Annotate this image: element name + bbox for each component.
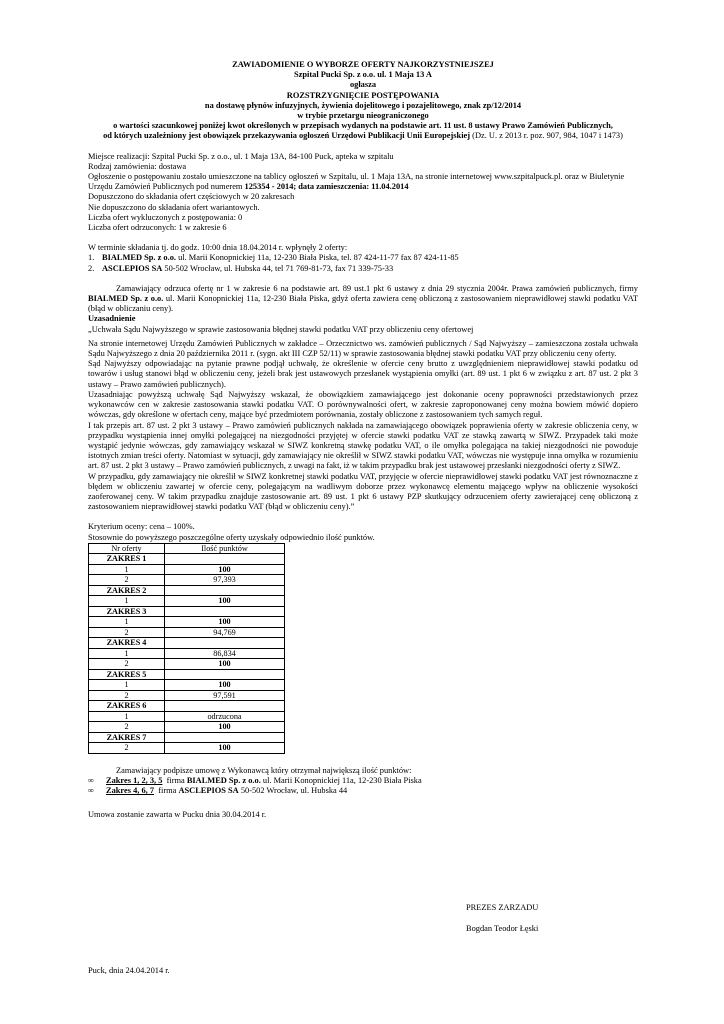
offer-item: [88, 264, 638, 274]
award-scope: Zakres 4, 6, 7: [106, 786, 155, 796]
award-firm-prefix: firma: [154, 786, 179, 796]
notice-line: [88, 172, 638, 192]
points-cell: odrzucona: [165, 711, 285, 722]
section-label-cell: ZAKRES 7: [89, 732, 165, 743]
table-row: [89, 596, 285, 607]
table-section-row: [89, 638, 285, 649]
table-row: [89, 648, 285, 659]
justification-p5: I tak przepis art. 87 ust. 2 pkt 3 ustawy – Prawo zamówień publicznych nakłada na zamawiającego obowiązek poprawienia oferty w zakresie obliczenia ceny, w przypadku wystąpienia innej omyłki polegającej na niezgodności przyjętej w ofercie stawki podatku VAT ze stawką zawartą w SIWZ. Przypadek taki może wystąpić jedynie wówczas, gdy zamawiający wskazał w SIWZ konkretną stawkę podatku VAT, o ile omyłka polegająca na takiej niezgodności nie powoduje istotnych zmian treści oferty. Natomiast w sytuacji, gdy zamawiający nie określił w SIWZ stawki podatku VAT, wówczas nie występuje inna omyłka w rozumieniu art. 87 ust. 2 pkt 3 ustawy – Prawo zamówień publicznych, z uwagi na fakt, iż w takim przypadku brak jest ustawowej przesłanki niezgodności oferty z SIWZ.: [88, 420, 638, 471]
offer-number-cell: 1: [89, 680, 165, 691]
justification-label: Uzasadnienie: [88, 314, 136, 324]
criteria-line: Kryterium oceny: cena – 100%.: [88, 522, 195, 532]
points-cell: [165, 585, 285, 596]
doc-title: ZAWIADOMIENIE O WYBORZE OFERTY NAJKORZYSTNIEJSZEJ: [232, 60, 494, 69]
offer-number-cell: 2: [89, 722, 165, 733]
rejected-firm: BIALMED Sp. z o.o.: [88, 294, 164, 304]
offer-number-cell: 1: [89, 648, 165, 659]
offer-number-cell: 1: [89, 711, 165, 722]
points-cell: [165, 638, 285, 649]
award-item: [88, 786, 638, 796]
mode-line: w trybie przetargu nieograniczonego: [297, 111, 429, 121]
rejection-text: Zamawiający odrzuca ofertę nr 1 w zakresie 6 na podstawie art. 89 ust.1 pkt 6 ustawy z dnia 29 stycznia 2004r. Prawa zamówień publicznych, firmy: [116, 283, 638, 293]
eu-line-bold: od których uzależniony jest obowiązek przekazywania ogłoszeń Urzędowi Publikacji Unii Europejskiej: [103, 131, 471, 141]
table-row: [89, 680, 285, 691]
offer-number-cell: 1: [89, 617, 165, 628]
points-cell: [165, 554, 285, 565]
table-section-row: [89, 732, 285, 743]
infinity-bullet-icon: ∞: [88, 775, 94, 785]
signature-role: PREZES ZARZADU: [466, 903, 539, 912]
table-header-cell: Nr oferty: [89, 543, 165, 554]
offer-firm: BIALMED Sp. z o.o.: [102, 253, 176, 263]
award-scope: Zakres 1, 2, 3, 5: [106, 775, 163, 785]
section-label-cell: ZAKRES 5: [89, 669, 165, 680]
section-label-cell: ZAKRES 1: [89, 554, 165, 565]
section-label-cell: ZAKRES 3: [89, 606, 165, 617]
document-page: [88, 60, 638, 821]
offer-number-cell: 2: [89, 743, 165, 754]
points-cell: 97,591: [165, 690, 285, 701]
table-row: [89, 575, 285, 586]
table-row: [89, 659, 285, 670]
points-cell: 94,769: [165, 627, 285, 638]
award-item: [88, 776, 638, 786]
excluded-line: Liczba ofert wykluczonych z postępowania: 0: [88, 212, 243, 222]
rejected-line: Liczba ofert odrzuconych: 1 w zakresie 6: [88, 223, 227, 233]
table-section-row: [89, 669, 285, 680]
table-section-row: [89, 585, 285, 596]
subject-line: na dostawę płynów infuzyjnych, żywienia dojelitowego i pozajelitowego, znak zp/12/2014: [204, 100, 522, 110]
offer-number-cell: 2: [89, 575, 165, 586]
table-section-row: [89, 606, 285, 617]
table-row: [89, 564, 285, 575]
points-table: [88, 543, 285, 754]
eu-line: [58, 131, 668, 141]
award-address: 50-502 Wrocław, ul. Hubska 44: [238, 786, 348, 796]
notice-number: 125354 - 2014; data zamieszczenia: 11.04.2014: [244, 182, 409, 192]
footer-place-date: Puck, dnia 24.04.2014 r.: [88, 966, 170, 975]
points-cell: 100: [165, 722, 285, 733]
section-label-cell: ZAKRES 4: [89, 638, 165, 649]
points-cell: 100: [165, 564, 285, 575]
offer-number-cell: 1: [89, 596, 165, 607]
points-cell: [165, 701, 285, 712]
offer-firm: ASCLEPIOS SA: [102, 263, 163, 273]
offer-item: [88, 253, 638, 263]
offer-number-cell: 2: [89, 627, 165, 638]
points-cell: 100: [165, 680, 285, 691]
offer-number-cell: 2: [89, 659, 165, 670]
quote-title: „Uchwała Sądu Najwyższego w sprawie zastosowania błędnej stawki podatku VAT przy obliczeniu ceny ofertowej: [88, 324, 474, 334]
award-firm-prefix: firma: [162, 775, 187, 785]
justification-p6: W przypadku, gdy zamawiający nie określił w SIWZ konkretnej stawki podatku VAT, przyjęcie w ofercie nieprawidłowej stawki podatku VAT jest równoznaczne z błędem w obliczeniu zawartej w ofercie ceny, polegającym na wadliwym doborze przez wykonawcę elementu mającego wpływ na obliczenie wysokości zaoferowanej ceny. W takim przypadku znajduje zastosowanie art. 89 ust. 1 pkt 6 ustawy PZP skutkujący odrzuceniem oferty zawierającej cenę obliczoną z zastosowaniem nieprawidłowej stawki podatku VAT (błąd w obliczeniu ceny).”: [88, 471, 638, 512]
justification-p2: Na stronie internetowej Urzędu Zamówień Publicznych w zakładce – Orzecznictwo ws. zamówień publicznych / Sąd Najwyższy – zamieszczona została uchwała Sądu Najwyższego z dnia 20 października 2011 r. (sygn. akt III CZP 52/11) w sprawie zastosowania błędnej stawki podatku VAT przy obliczeniu ceny oferty.: [88, 338, 638, 359]
signature-name: Bogdan Teodor Łęski: [466, 924, 539, 933]
table-section-row: [89, 701, 285, 712]
offer-number-cell: 2: [89, 690, 165, 701]
offer-number: 1.: [88, 253, 95, 263]
justification-p4: Uzasadniając powyższą uchwałę Sąd Najwyższy wskazał, że obowiązkiem zamawiającego jest dokonanie oceny poprawności przedstawionych przez wykonawców cen w zakresie zastosowania stawki podatku VAT. O porównywalności ofert, w zakresie zaproponowanej ceny można bowiem mówić dopiero wówczas, gdy określone w ofertach ceny, mające być przedmiotem porównania, zostały obliczone z zastosowaniem tych samych reguł.: [88, 389, 638, 420]
points-cell: 100: [165, 743, 285, 754]
announces-line: ogłasza: [349, 80, 377, 90]
table-section-row: [89, 554, 285, 565]
value-line: o wartości szacunkowej poniżej kwot określonych w przepisach wydanych na podstawie art. 11 ust. 8 ustawy Prawo Zamówień Publicznych,: [113, 121, 613, 131]
section-label-cell: ZAKRES 6: [89, 701, 165, 712]
place-line: Miejsce realizacji: Szpital Pucki Sp. z o.o., ul. 1 Maja 13A, 84-100 Puck, apteka w szpitalu: [88, 151, 394, 161]
points-cell: 97,393: [165, 575, 285, 586]
award-firm: ASCLEPIOS SA: [178, 786, 239, 796]
points-cell: 100: [165, 596, 285, 607]
criteria-points-line: Stosownie do powyższego poszczególne oferty uzyskały odpowiednio ilość punktów.: [88, 532, 375, 542]
award-intro: Zamawiający podpisze umowę z Wykonawcą który otrzymał największą ilość punktów:: [116, 765, 412, 775]
table-row: [89, 627, 285, 638]
rejection-reason: ul. Marii Konopnickiej 11a, 12-230 Biała Piska, gdyż oferta zawiera cenę obliczoną z zastosowaniem nieprawidłowej stawki podatku VAT (błąd w obliczaniu ceny).: [88, 294, 638, 314]
offers-intro: W terminie składania tj. do godz. 10:00 dnia 18.04.2014 r. wpłynęły 2 oferty:: [88, 243, 348, 253]
points-cell: [165, 732, 285, 743]
table-header-cell: Ilość punktów: [165, 543, 285, 554]
table-row: [89, 722, 285, 733]
table-header-row: [89, 543, 285, 554]
award-address: ul. Marii Konopnickiej 11a, 12-230 Biała Piska: [260, 775, 422, 785]
table-row: [89, 690, 285, 701]
type-line: Rodzaj zamówienia: dostawa: [88, 161, 187, 171]
offer-address: ul. Marii Konopnickiej 11a, 12-230 Biała Piska, tel. 87 424-11-77 fax 87 424-11-85: [176, 253, 459, 263]
table-row: [89, 711, 285, 722]
points-cell: [165, 606, 285, 617]
offer-address: 50-502 Wrocław, ul. Hubska 44, tel 71 769-81-73, fax 71 339-75-33: [162, 263, 394, 273]
section-label-cell: ZAKRES 2: [89, 585, 165, 596]
points-cell: 100: [165, 659, 285, 670]
rejection-paragraph: [88, 284, 638, 315]
eu-line-plain: (Dz. U. z 2013 r. poz. 907, 984, 1047 i 1473): [470, 131, 623, 141]
infinity-bullet-icon: ∞: [88, 786, 94, 796]
points-cell: 86,834: [165, 648, 285, 659]
award-firm: BIALMED Sp. z o.o.: [186, 775, 261, 785]
contract-line: Umowa zostanie zawarta w Pucku dnia 30.04.2014 r.: [88, 810, 267, 820]
table-row: [89, 743, 285, 754]
justification-p3: Sąd Najwyższy odpowiadając na pytanie prawne podjął uchwałę, że określenie w ofercie ceny brutto z uwzględnieniem nieprawidłowej stawki podatku od towarów i usług stanowi błąd w obliczeniu ceny, jeżeli brak jest ustawowych przesłanek wystąpienia omyłki (art. 89 ust. 1 pkt 6 w związku z art. 87 ust. 2 pkt 3 ustawy – Prawo zamówień publicznych).: [88, 359, 638, 389]
points-cell: 100: [165, 617, 285, 628]
offer-number-cell: 1: [89, 564, 165, 575]
variants-line: Nie dopuszczono do składania ofert wariantowych.: [88, 202, 260, 212]
resolution-line: ROZSTRZYGNIĘCIE POSTĘPOWANIA: [286, 90, 440, 100]
points-cell: [165, 669, 285, 680]
table-row: [89, 617, 285, 628]
partial-line: Dopuszczono do składania ofert częściowych w 20 zakresach: [88, 192, 295, 202]
offer-number: 2.: [88, 263, 95, 273]
hospital-line: Szpital Pucki Sp. z o.o. ul. 1 Maja 13 A: [294, 70, 432, 80]
notice-text: Ogłoszenie o postępowaniu zostało umieszczone na tablicy ogłoszeń w Szpitalu, ul. 1 Maja 13A, na stronie internetowej www.szpitalpuck.pl. oraz w Biuletynie Urzędu Zamówień Publicznych pod numerem: [88, 172, 625, 192]
